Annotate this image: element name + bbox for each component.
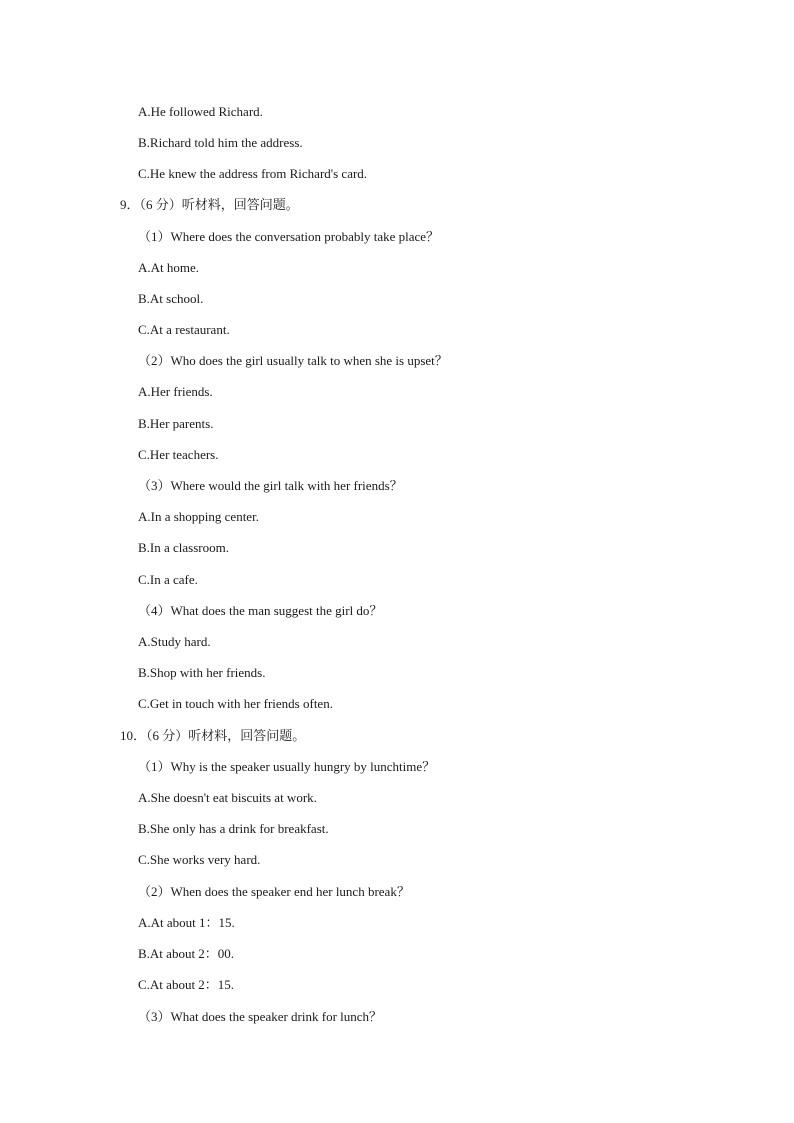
option-line: A.At home. [138,260,200,275]
option-line: A.He followed Richard. [138,104,263,119]
sub-question: （3）What does the speaker drink for lunch？ [138,1009,383,1024]
option-line: C.Her teachers. [138,447,219,462]
option-line: B.Shop with her friends. [138,665,266,680]
option-line: B.Her parents. [138,416,214,431]
option-line: A.She doesn't eat biscuits at work. [138,790,317,805]
option-line: C.At a restaurant. [138,322,230,337]
option-line: B.Richard told him the address. [138,135,303,150]
sub-question: （1）Where does the conversation probably take place？ [138,229,440,244]
option-line: C.At about 2：15. [138,977,235,992]
option-line: C.Get in touch with her friends often. [138,696,333,711]
question-heading: 9．（6 分）听材料，回答问题。 [120,197,299,212]
sub-question: （2）When does the speaker end her lunch break？ [138,884,410,899]
option-line: B.In a classroom. [138,540,229,555]
option-line: B.At school. [138,291,204,306]
option-line: A.In a shopping center. [138,509,259,524]
sub-question: （2）Who does the girl usually talk to when she is upset？ [138,353,448,368]
option-line: A.At about 1：15. [138,915,235,930]
option-line: C.In a cafe. [138,572,198,587]
option-line: C.He knew the address from Richard's card. [138,166,368,181]
sub-question: （1）Why is the speaker usually hungry by lunchtime？ [138,759,436,774]
sub-question: （3）Where would the girl talk with her friends？ [138,478,403,493]
sub-question: （4）What does the man suggest the girl do？ [138,603,383,618]
option-line: A.Study hard. [138,634,211,649]
option-line: A.Her friends. [138,384,213,399]
option-line: B.At about 2：00. [138,946,235,961]
option-line: C.She works very hard. [138,852,261,867]
question-heading: 10．（6 分）听材料，回答问题。 [120,728,306,743]
option-line: B.She only has a drink for breakfast. [138,821,329,836]
